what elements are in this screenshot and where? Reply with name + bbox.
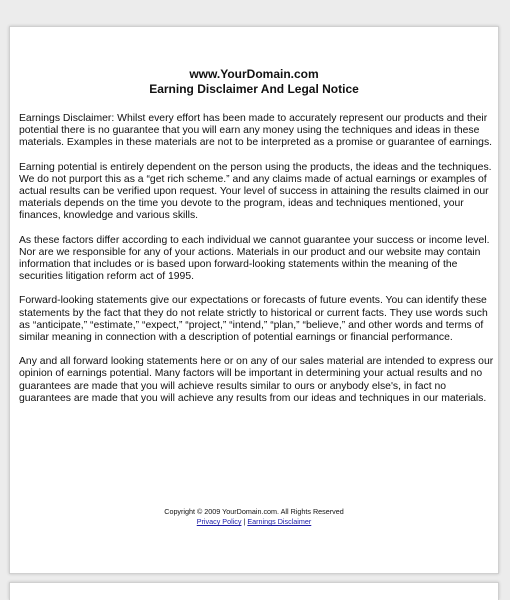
privacy-policy-link[interactable]: Privacy Policy	[196, 517, 242, 526]
paragraph-earnings-disclaimer: Earnings Disclaimer: Whilst every effort has been made to accurately represent our products and their potential there is no guarantee that you will earn any money using the techniques and ideas in these materials. Examples in these materials are not to be interpreted as a promise or guarantee of earnings.	[19, 113, 493, 149]
paragraph-earning-potential: Earning potential is entirely dependent on the person using the products, the ideas and the techniques. We do not purport this as a “get rich scheme.” and any claims made of actual earnings or examples of actual results can be verified upon request. Your level of success in attaining the results claimed in our materials depends on the time you devote to the program, ideas and techniques mentioned, your finances, knowledge and various skills.	[19, 161, 492, 222]
paragraph-forward-looking: Forward-looking statements give our expectations or forecasts of future events. You can identify these statements by the fact that they do not relate strictly to historical or current facts. They use words such as “anticipate,” “estimate,” “expect,” “project,” “intend,” “plan,” “believe,” and other words and terms of similar meaning in connection with a description of potential earnings or financial performance.	[19, 295, 488, 344]
page-footer	[10, 507, 498, 527]
site-domain: www.YourDomain.com	[189, 67, 319, 81]
footer-link-separator: |	[241, 517, 248, 526]
earnings-disclaimer-link[interactable]: Earnings Disclaimer	[247, 517, 312, 526]
page-header	[10, 67, 498, 97]
next-page-edge	[9, 582, 499, 600]
page-title: Earning Disclaimer And Legal Notice	[149, 82, 359, 96]
paragraph-factors: As these factors differ according to each individual we cannot guarantee your success or income level. Nor are we responsible for any of your actions. Materials in our product and our website may contain information that includes or is based upon forward-looking statements within the meaning of the securities litigation reform act of 1995.	[19, 234, 490, 283]
document-page	[9, 26, 499, 574]
paragraph-sales-material: Any and all forward looking statements here or on any of our sales material are intended to express our opinion of earnings potential. Many factors will be important in determining your actual results and no guarantees are made that you will achieve results similar to ours or anybody else's, in fact no guarantees are made that you will achieve any results from our ideas and techniques in our materials.	[19, 356, 494, 404]
disclaimer-body	[19, 113, 495, 417]
copyright-text: Copyright © 2009 YourDomain.com. All Rights Reserved	[164, 507, 344, 516]
footer-links	[10, 517, 498, 527]
